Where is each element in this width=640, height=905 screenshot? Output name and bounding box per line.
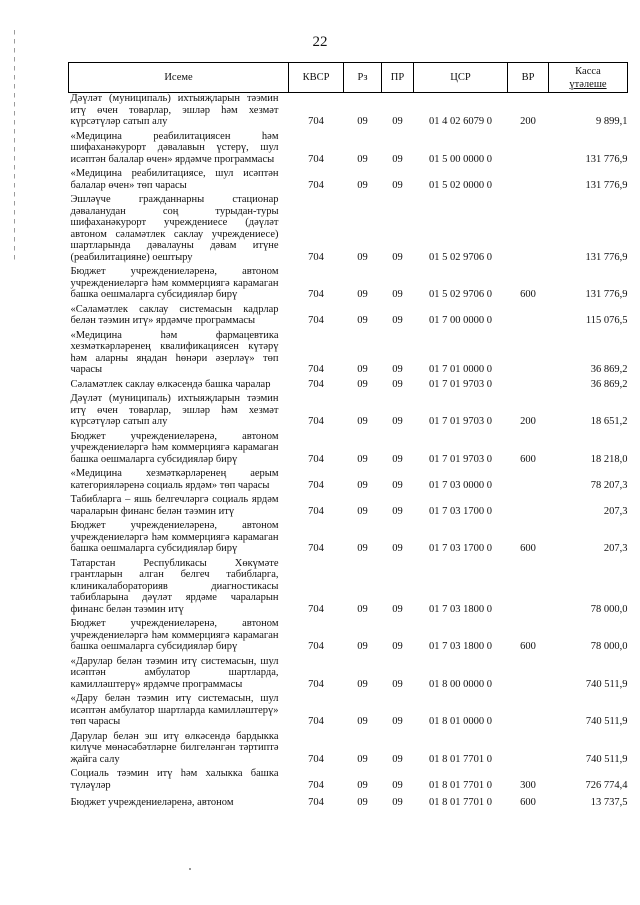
cell-kvsr: 704 (308, 364, 324, 375)
table-row (69, 494, 628, 520)
cell-pr: 09 (392, 603, 403, 615)
cell-pr: 09 (392, 753, 403, 765)
cell-csr: 01 7 01 9703 0 (429, 453, 492, 465)
cell-amount: 131 776,9 (585, 179, 628, 191)
cell-csr: 01 8 01 7701 0 (429, 779, 492, 791)
table-row (69, 93, 628, 131)
table-row (69, 194, 628, 266)
cell-rz: 09 (357, 797, 368, 808)
cell-name: Бюджет учреждениеләренә, автоном (70, 797, 234, 808)
cell-pr: 09 (392, 116, 403, 127)
cell-amount: 131 776,9 (585, 289, 628, 300)
cell-vr (508, 693, 549, 731)
header-csr: ЦСР (414, 63, 508, 93)
cell-name: Татарстан Республикасы Хөкүмәте грантларын алган белгеч табибларга, клиникалабораторияв диагностикасы табибларына дәүләт ярдәме чараларын финанс белән тәэмин итү (70, 557, 279, 615)
scan-speck (189, 868, 191, 870)
table-row (69, 797, 628, 809)
cell-rz: 09 (357, 179, 368, 191)
cell-vr (508, 494, 549, 520)
cell-kvsr: 704 (308, 289, 324, 300)
cell-vr: 600 (520, 289, 536, 300)
cell-kvsr: 704 (308, 603, 324, 615)
cell-kvsr: 704 (308, 797, 324, 808)
cell-name: «Медицина һәм фармацевтика хезмәткәрләренең квалификациясен күтәрү һәм аларны яңадан һөнәри әзерләү» төп чарасы (70, 329, 279, 375)
cell-name: «Дарулар белән тәэмин итү системасын, шул исәптән амбулатор шартларда, камилләштерү» ярдәмче программасы (70, 655, 279, 690)
header-name: Исеме (69, 63, 289, 93)
cell-amount: 740 511,9 (585, 678, 628, 690)
cell-csr: 01 7 01 9703 0 (429, 416, 492, 427)
cell-csr: 01 7 03 1700 0 (429, 505, 492, 517)
cell-pr: 09 (392, 179, 403, 191)
cell-vr: 200 (520, 116, 536, 127)
table-row (69, 266, 628, 304)
cell-rz: 09 (357, 378, 368, 390)
table-row (69, 304, 628, 330)
margin-perforation (14, 30, 16, 260)
cell-amount: 207,3 (603, 543, 628, 554)
cell-amount: 131 776,9 (585, 153, 628, 165)
cell-vr (508, 656, 549, 694)
cell-amount: 740 511,9 (585, 753, 628, 765)
cell-pr: 09 (392, 315, 403, 326)
cell-name: Дәүләт (муниципаль) ихтыяҗларын тәэмин итү өчен товарлар, эшләр һәм хезмәт күрсәтүләр сатып алу (70, 393, 279, 427)
cell-rz: 09 (357, 453, 368, 465)
cell-kvsr: 704 (308, 179, 324, 191)
cell-rz: 09 (357, 603, 368, 615)
cell-name: Бюджет учреждениеләренә, автоном учреждениеләргә һәм коммерциягә карамаган башка оешмаларга субсидияләр бирү (70, 266, 279, 300)
cell-pr: 09 (392, 453, 403, 465)
page-number: 22 (312, 34, 328, 50)
cell-rz: 09 (357, 753, 368, 765)
cell-vr: 600 (520, 641, 536, 652)
cell-rz: 09 (357, 641, 368, 652)
cell-csr: 01 7 03 1800 0 (429, 641, 492, 652)
header-pr: ПР (382, 63, 414, 93)
cell-vr (508, 468, 549, 494)
cell-vr: 600 (520, 797, 536, 808)
cell-name: Табибларга – яшь белгечләргә социаль ярдәм чараларын финанс белән тәэмин итү (70, 494, 279, 517)
cell-rz: 09 (357, 315, 368, 326)
cell-kvsr: 704 (308, 378, 324, 390)
cell-vr: 300 (520, 779, 536, 791)
cell-name: «Медицина хезмәткәрләренең аерым категорияләренә социаль ярдәм» төп чарасы (70, 468, 279, 491)
header-vr: ВР (508, 63, 549, 93)
table-body (69, 93, 628, 809)
table-row (69, 558, 628, 619)
cell-pr: 09 (392, 543, 403, 554)
cell-name: «Медицина реабилитациясе, шул исәптән балалар өчен» төп чарасы (70, 168, 279, 191)
cell-pr: 09 (392, 251, 403, 263)
header-rz: Рз (344, 63, 382, 93)
table-row (69, 330, 628, 379)
budget-table (68, 62, 628, 809)
table-row (69, 618, 628, 656)
cell-csr: 01 5 02 9706 0 (429, 289, 492, 300)
cell-amount: 115 076,5 (585, 315, 628, 326)
cell-csr: 01 5 02 0000 0 (429, 179, 492, 191)
cell-amount: 78 000,0 (590, 641, 628, 652)
cell-kvsr: 704 (308, 153, 324, 165)
cell-csr: 01 7 03 0000 0 (429, 479, 492, 491)
cell-vr (508, 194, 549, 266)
cell-vr (508, 168, 549, 194)
cell-rz: 09 (357, 289, 368, 300)
cell-name: Дарулар белән эш итү өлкәсендә бардыкка килүче мөнәсәбәтләрне билгеләнгән тәртиптә җайга салу (70, 730, 279, 765)
cell-vr (508, 330, 549, 379)
cell-csr: 01 5 02 9706 0 (429, 251, 492, 263)
cell-kvsr: 704 (308, 505, 324, 517)
cell-csr: 01 7 03 1700 0 (429, 543, 492, 554)
cell-kvsr: 704 (308, 779, 324, 791)
cell-vr (508, 379, 549, 394)
cell-csr: 01 7 01 9703 0 (429, 378, 492, 390)
cell-rz: 09 (357, 678, 368, 690)
cell-amount: 78 207,3 (590, 479, 628, 491)
cell-kvsr: 704 (308, 315, 324, 326)
cell-vr (508, 731, 549, 769)
cell-rz: 09 (357, 779, 368, 791)
cell-kvsr: 704 (308, 453, 324, 465)
cell-kvsr: 704 (308, 116, 324, 127)
cell-pr: 09 (392, 378, 403, 390)
cell-kvsr: 704 (308, 678, 324, 690)
cell-name: Эшләүче гражданнарны стационар дәваланудан соң турыдан-туры шифаханәкурорт учреждениесе (дәүләт автоном сәламәтлек саклау учреждениесе) шартларында дәвалауны дәвам итүне (реабилитацияне) оештыру (70, 194, 279, 263)
cell-rz: 09 (357, 251, 368, 263)
table-row (69, 468, 628, 494)
cell-rz: 09 (357, 116, 368, 127)
cell-kvsr: 704 (308, 641, 324, 652)
cell-kvsr: 704 (308, 251, 324, 263)
cell-csr: 01 4 02 6079 0 (429, 116, 492, 127)
cell-pr: 09 (392, 479, 403, 491)
table-row (69, 131, 628, 169)
table-row (69, 393, 628, 431)
cell-amount: 13 737,5 (590, 797, 628, 808)
cell-pr: 09 (392, 505, 403, 517)
cell-kvsr: 704 (308, 479, 324, 491)
cell-vr: 200 (520, 416, 536, 427)
table-row (69, 768, 628, 797)
cell-amount: 36 869,2 (590, 378, 628, 390)
cell-rz: 09 (357, 416, 368, 427)
cell-name: Социаль тәэмин итү һәм халыкка башка түләүләр (70, 768, 279, 791)
cell-pr: 09 (392, 779, 403, 791)
cell-vr: 600 (520, 543, 536, 554)
cell-amount: 131 776,9 (585, 251, 628, 263)
cell-name: Бюджет учреждениеләренә, автоном учреждениеләргә һәм коммерциягә карамаган башка оешмаларга субсидияләр бирү (70, 618, 279, 652)
cell-amount: 18 218,0 (590, 453, 628, 465)
cell-vr (508, 304, 549, 330)
table-row (69, 431, 628, 469)
cell-amount: 78 000,0 (590, 603, 628, 615)
cell-vr: 600 (520, 453, 536, 465)
cell-csr: 01 8 01 7701 0 (429, 797, 492, 808)
table-header-row (69, 63, 628, 93)
cell-pr: 09 (392, 641, 403, 652)
cell-name: «Дару белән тәэмин итү системасын, шул исәптән амбулатор шартларда камилләштерү» төп чарасы (70, 693, 279, 727)
header-kassa-line1: Касса (575, 65, 601, 77)
cell-kvsr: 704 (308, 543, 324, 554)
cell-rz: 09 (357, 364, 368, 375)
cell-amount: 740 511,9 (585, 716, 628, 727)
table-row (69, 520, 628, 558)
cell-vr (508, 131, 549, 169)
cell-kvsr: 704 (308, 416, 324, 427)
cell-pr: 09 (392, 289, 403, 300)
cell-pr: 09 (392, 716, 403, 727)
table-row (69, 656, 628, 694)
cell-amount: 207,3 (603, 505, 628, 517)
cell-rz: 09 (357, 153, 368, 165)
cell-name: Дәүләт (муниципаль) ихтыяҗларын тәэмин итү өчен товарлар, эшләр һәм хезмәт күрсәтүләр сатып алу (70, 93, 279, 127)
cell-csr: 01 8 00 0000 0 (429, 678, 492, 690)
cell-rz: 09 (357, 716, 368, 727)
cell-pr: 09 (392, 153, 403, 165)
header-kassa (549, 63, 628, 93)
cell-rz: 09 (357, 543, 368, 554)
cell-name: Сәламәтлек саклау өлкәсендә башка чаралар (70, 378, 271, 390)
cell-name: «Медицина реабилитациясен һәм шифаханәкурорт дәвалавын үстерү, шул исәптән балалар өчен» ярдәмче программасы (70, 130, 279, 165)
header-kvsr: КВСР (289, 63, 344, 93)
cell-amount: 726 774,4 (585, 779, 628, 791)
cell-kvsr: 704 (308, 716, 324, 727)
cell-csr: 01 7 03 1800 0 (429, 603, 492, 615)
cell-rz: 09 (357, 505, 368, 517)
cell-csr: 01 5 00 0000 0 (429, 153, 492, 165)
cell-pr: 09 (392, 797, 403, 808)
table-row (69, 731, 628, 769)
cell-pr: 09 (392, 364, 403, 375)
cell-amount: 18 651,2 (590, 416, 628, 427)
cell-name: Бюджет учреждениеләренә, автоном учреждениеләргә һәм коммерциягә карамаган башка оешмаларга субсидияләр бирү (70, 520, 279, 554)
table-row (69, 693, 628, 731)
cell-pr: 09 (392, 678, 403, 690)
cell-csr: 01 8 01 0000 0 (429, 716, 492, 727)
table-row (69, 379, 628, 394)
cell-pr: 09 (392, 416, 403, 427)
cell-kvsr: 704 (308, 753, 324, 765)
cell-csr: 01 7 00 0000 0 (429, 315, 492, 326)
table-row (69, 168, 628, 194)
header-kassa-line2: үтәлеше (569, 78, 607, 90)
cell-vr (508, 558, 549, 619)
cell-amount: 9 899,1 (596, 116, 628, 127)
cell-name: Бюджет учреждениеләренә, автоном учреждениеләргә һәм коммерциягә карамаган башка оешмаларга субсидияләр бирү (70, 430, 279, 465)
cell-name: «Сәламәтлек саклау системасын кадрлар белән тәэмин итү» ярдәмче программасы (70, 303, 279, 326)
cell-csr: 01 8 01 7701 0 (429, 753, 492, 765)
cell-csr: 01 7 01 0000 0 (429, 364, 492, 375)
cell-rz: 09 (357, 479, 368, 491)
cell-amount: 36 869,2 (590, 364, 628, 375)
